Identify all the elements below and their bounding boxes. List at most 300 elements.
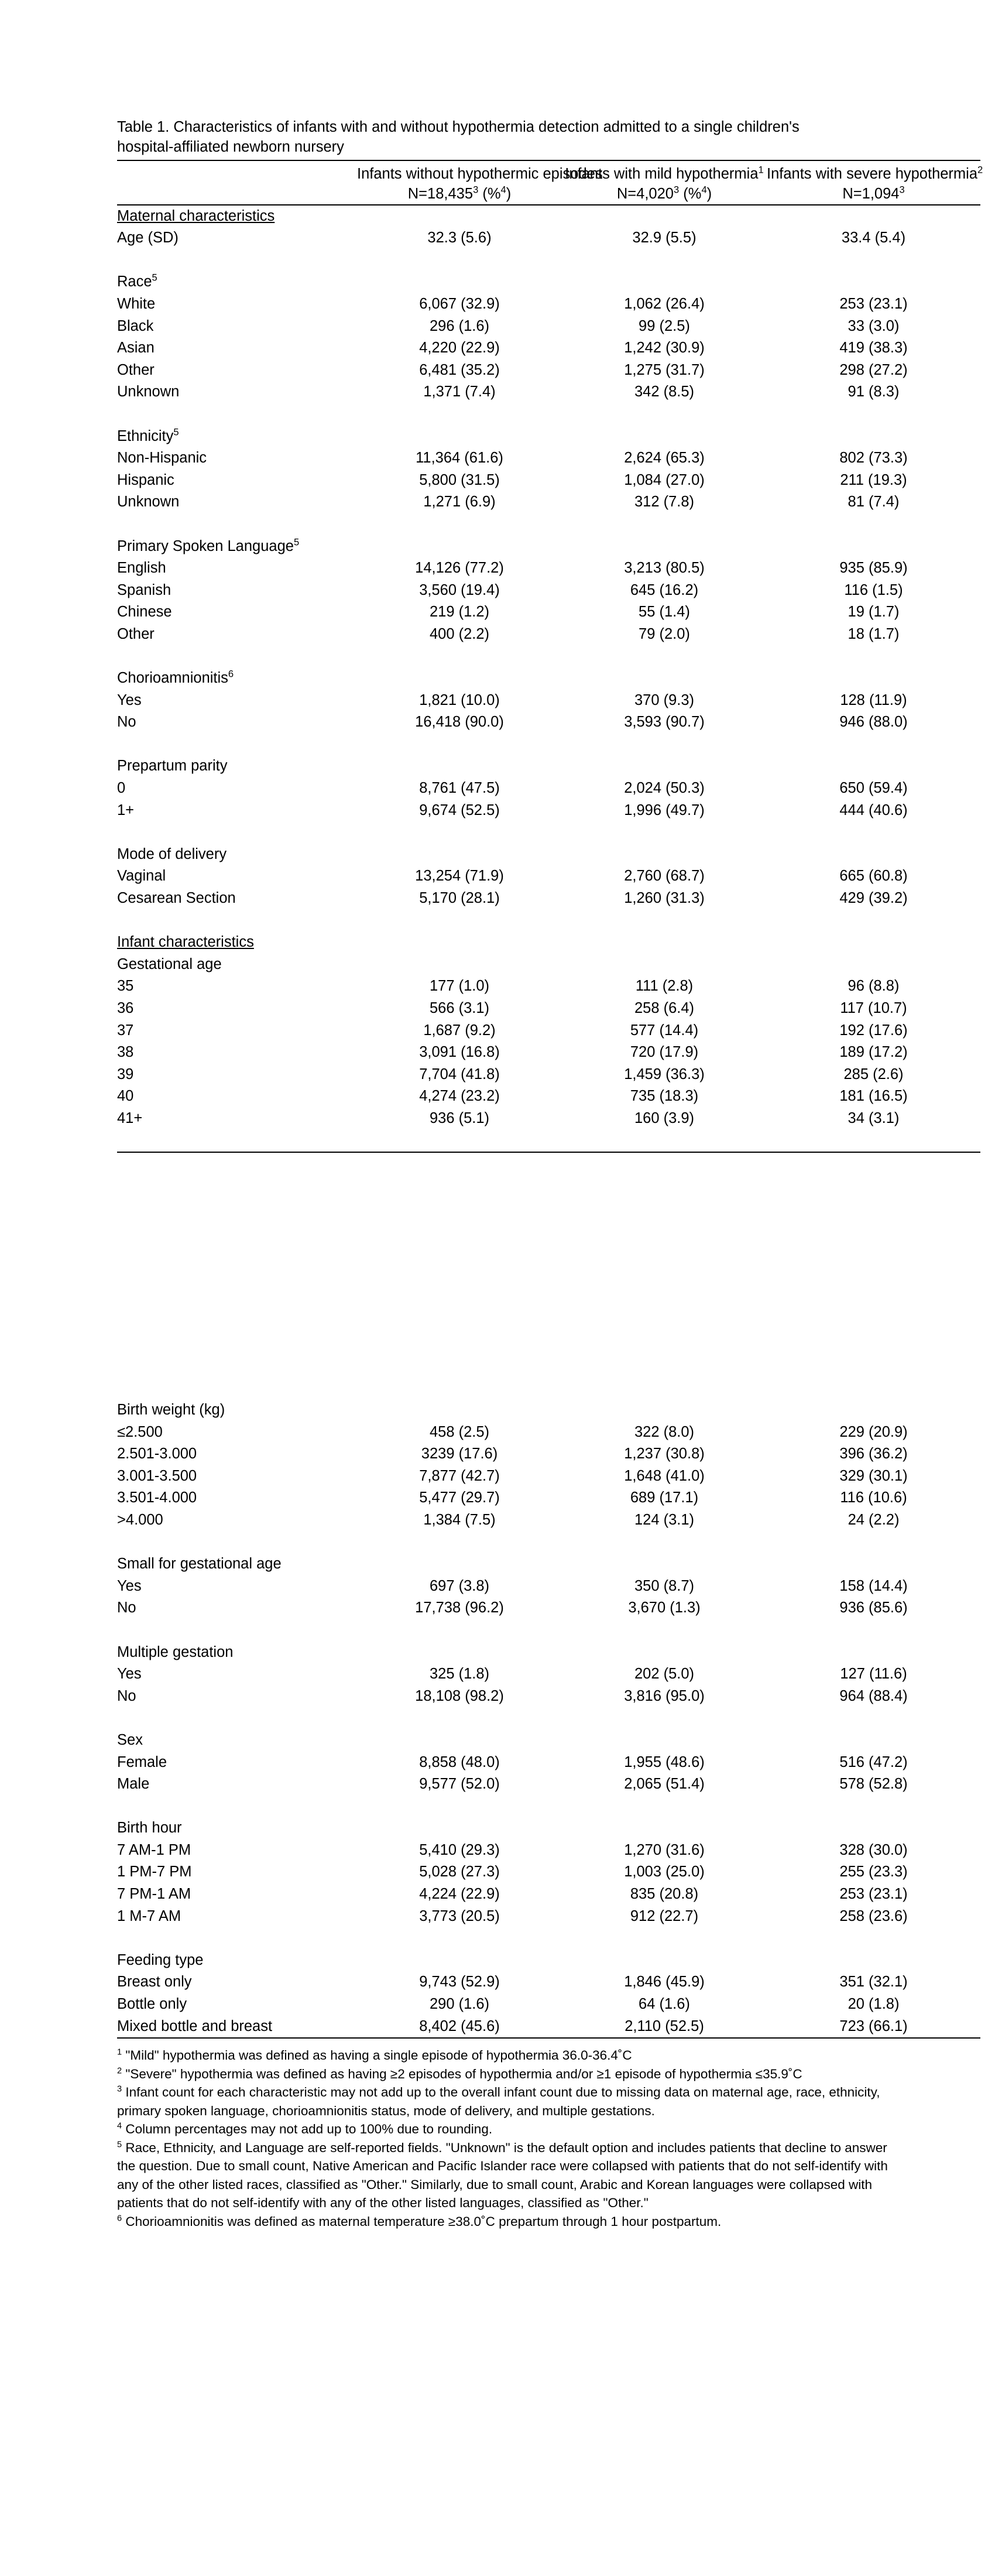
row-value: 2,624 (65.3) <box>624 450 705 467</box>
header-severe <box>767 160 983 183</box>
row-label: 39 <box>117 1066 134 1083</box>
row-value: 290 (1.6) <box>429 1996 490 2013</box>
table-row <box>117 1663 980 1686</box>
group-label <box>117 1817 980 1839</box>
row-value: 566 (3.1) <box>429 999 490 1016</box>
row-value: 177 (1.0) <box>429 978 490 995</box>
row-value: 33 (3.0) <box>848 317 900 334</box>
spacer-cell <box>357 1796 562 1818</box>
row-value: 2,110 (52.5) <box>625 2017 704 2034</box>
row-value: 697 (3.8) <box>429 1577 490 1594</box>
row-value: 3,560 (19.4) <box>419 581 500 598</box>
row-value: 429 (39.2) <box>839 890 908 906</box>
header-blank <box>117 160 357 183</box>
row-value: 2,024 (50.3) <box>624 780 705 797</box>
spacer-cell <box>117 1130 357 1153</box>
row-label: 35 <box>117 978 134 995</box>
row-value: 4,224 (22.9) <box>419 1886 500 1903</box>
row-value: 342 (8.5) <box>634 383 695 400</box>
n-blank <box>117 183 357 205</box>
table-row <box>117 1509 980 1532</box>
row-value: 33.4 (5.4) <box>841 229 906 246</box>
row-label: Asian <box>117 340 155 357</box>
footnote-6-marker: 6 <box>117 2214 122 2223</box>
group-label-row <box>117 1553 980 1575</box>
table-row <box>117 1993 980 2016</box>
table-row <box>117 359 980 382</box>
row-value: 181 (16.5) <box>839 1088 908 1105</box>
group-label-text: Ethnicity <box>117 427 174 444</box>
footnote-6 <box>117 2212 904 2231</box>
row-label: No <box>117 714 136 731</box>
spacer-row <box>117 1927 980 1950</box>
spacer-cell <box>357 1532 562 1554</box>
table-row <box>117 1597 980 1619</box>
row-value: 3,816 (95.0) <box>624 1687 705 1704</box>
spacer-cell <box>357 734 562 756</box>
row-value: 117 (10.7) <box>840 999 907 1016</box>
footnote-4-marker: 4 <box>117 2121 122 2131</box>
group-label <box>117 1399 980 1421</box>
group-label <box>117 271 980 293</box>
table-caption: Table 1. Characteristics of infants with and without hypothermia detection admitted to a single children's hospital-affiliated newborn nursery <box>117 119 800 155</box>
group-label-text: Mode of delivery <box>117 845 227 862</box>
n-without-sup1: 3 <box>473 184 479 196</box>
group-label-row <box>117 271 980 293</box>
row-value: 9,743 (52.9) <box>419 1974 500 1991</box>
spacer-row <box>117 1707 980 1729</box>
spacer-cell <box>562 821 767 844</box>
row-value: 3,773 (20.5) <box>419 1907 500 1924</box>
n-severe-sup: 3 <box>899 184 905 196</box>
row-value: 400 (2.2) <box>429 625 490 642</box>
table-row <box>117 624 980 646</box>
spacer-row <box>117 1796 980 1818</box>
row-value: 936 (85.6) <box>839 1599 908 1616</box>
row-value: 64 (1.6) <box>639 1996 690 2013</box>
spacer-row <box>117 1130 980 1153</box>
row-value: 689 (17.1) <box>630 1489 699 1506</box>
row-value: 650 (59.4) <box>839 780 908 797</box>
group-label-text: Feeding type <box>117 1951 204 1968</box>
row-value: 322 (8.0) <box>634 1423 695 1440</box>
spacer-cell <box>767 249 980 272</box>
n-mild-end: ) <box>706 185 712 202</box>
row-label: 1 PM-7 PM <box>117 1864 192 1880</box>
table-row <box>117 1085 980 1108</box>
row-value: 9,674 (52.5) <box>419 801 500 818</box>
row-value: 81 (7.4) <box>848 494 900 511</box>
group-label <box>117 1553 980 1575</box>
row-value: 258 (6.4) <box>634 999 695 1016</box>
row-label: 1+ <box>117 801 135 818</box>
row-value: 160 (3.9) <box>634 1109 695 1126</box>
spacer-cell <box>767 821 980 844</box>
footnote-4 <box>117 2120 904 2139</box>
table-row <box>117 800 980 822</box>
table-row <box>117 1108 980 1130</box>
row-value: 4,274 (23.2) <box>419 1088 500 1105</box>
row-value: 9,577 (52.0) <box>419 1776 500 1793</box>
spacer-cell <box>117 1707 357 1729</box>
n-mild <box>562 183 767 205</box>
row-value: 1,821 (10.0) <box>419 691 500 708</box>
group-label-text: Birth hour <box>117 1820 182 1837</box>
footnote-1 <box>117 2046 904 2065</box>
row-value: 296 (1.6) <box>429 317 490 334</box>
row-label: Vaginal <box>117 868 166 885</box>
table-row <box>117 690 980 712</box>
row-label: 0 <box>117 780 126 797</box>
row-value: 444 (40.6) <box>839 801 908 818</box>
group-label-row <box>117 1950 980 1972</box>
group-label <box>117 954 980 976</box>
row-value: 5,170 (28.1) <box>419 890 500 906</box>
row-value: 2,065 (51.4) <box>624 1776 705 1793</box>
row-label: 3.001-3.500 <box>117 1467 197 1484</box>
footnotes <box>117 2046 904 2231</box>
footnote-6-text: Chorioamnionitis was defined as maternal temperature ≥38.0˚C prepartum through 1 hour postpartum. <box>125 2214 722 2229</box>
spacer-row <box>117 249 980 272</box>
table-row <box>117 777 980 800</box>
spacer-cell <box>117 403 357 426</box>
table-row <box>117 381 980 403</box>
column-headers <box>117 160 980 183</box>
row-value: 5,800 (31.5) <box>419 471 500 488</box>
row-value: 396 (36.2) <box>839 1445 908 1462</box>
spacer-cell <box>117 1796 357 1818</box>
row-value: 7,877 (42.7) <box>419 1467 500 1484</box>
row-value: 18,108 (98.2) <box>415 1687 504 1704</box>
row-value: 6,481 (35.2) <box>419 361 500 378</box>
section-heading-row <box>117 205 980 228</box>
row-label: Breast only <box>117 1974 192 1991</box>
row-value: 5,028 (27.3) <box>419 1864 500 1880</box>
group-label <box>117 844 980 866</box>
row-value: 8,402 (45.6) <box>419 2017 500 2034</box>
spacer-cell <box>767 403 980 426</box>
n-without-mid: (% <box>478 185 501 202</box>
row-value: 1,687 (9.2) <box>423 1022 496 1039</box>
footnote-3 <box>117 2083 904 2120</box>
spacer-cell <box>357 513 562 536</box>
spacer-cell <box>117 734 357 756</box>
footnote-5 <box>117 2139 904 2212</box>
footnote-1-marker: 1 <box>117 2047 122 2057</box>
row-value: 370 (9.3) <box>634 691 695 708</box>
row-value: 111 (2.8) <box>635 978 694 995</box>
row-value: 8,761 (47.5) <box>419 780 500 797</box>
row-value: 19 (1.7) <box>848 604 900 621</box>
spacer-cell <box>562 1532 767 1554</box>
section-heading: Infant characteristics <box>117 934 254 951</box>
header-mild <box>562 160 767 183</box>
n-without <box>357 183 562 205</box>
row-value: 1,084 (27.0) <box>624 471 705 488</box>
row-value: 116 (10.6) <box>840 1489 907 1506</box>
table-row <box>117 1020 980 1042</box>
row-label: No <box>117 1687 136 1704</box>
row-value: 124 (3.1) <box>634 1511 695 1528</box>
table-row <box>117 1421 980 1444</box>
row-value: 202 (5.0) <box>634 1666 695 1683</box>
row-value: 516 (47.2) <box>839 1753 908 1770</box>
row-value: 17,738 (96.2) <box>415 1599 504 1616</box>
row-value: 3,670 (1.3) <box>628 1599 701 1616</box>
group-label-text: Small for gestational age <box>117 1556 282 1573</box>
row-value: 219 (1.2) <box>429 604 490 621</box>
footnote-2-text: "Severe" hypothermia was defined as having ≥2 episodes of hypothermia and/or ≥1 episode of hypothermia ≤35.9˚C <box>125 2066 802 2081</box>
group-label-row <box>117 667 980 690</box>
group-label-row <box>117 755 980 777</box>
row-label: Yes <box>117 1666 142 1683</box>
row-value: 1,384 (7.5) <box>423 1511 496 1528</box>
row-label: 1 M-7 AM <box>117 1907 181 1924</box>
row-label: 7 PM-1 AM <box>117 1886 191 1903</box>
row-value: 1,270 (31.6) <box>624 1841 705 1858</box>
table-row <box>117 1042 980 1064</box>
row-value: 24 (2.2) <box>848 1511 900 1528</box>
header-mild-label: Infants with mild hypothermia <box>565 165 759 182</box>
row-value: 312 (7.8) <box>634 494 695 511</box>
spacer-row <box>117 403 980 426</box>
row-label: 2.501-3.000 <box>117 1445 197 1462</box>
spacer-cell <box>562 403 767 426</box>
row-value: 577 (14.4) <box>630 1022 699 1039</box>
spacer-cell <box>117 513 357 536</box>
row-value: 116 (1.5) <box>844 581 903 598</box>
row-value: 328 (30.0) <box>839 1841 908 1858</box>
spacer-cell <box>117 1532 357 1554</box>
row-label: White <box>117 295 156 312</box>
column-n-row <box>117 183 980 205</box>
spacer-cell <box>117 821 357 844</box>
spacer-cell <box>117 1619 357 1642</box>
row-label: Bottle only <box>117 1996 187 2013</box>
row-value: 4,220 (22.9) <box>419 340 500 357</box>
row-value: 255 (23.3) <box>839 1864 908 1880</box>
row-label: Cesarean Section <box>117 890 236 906</box>
spacer-cell <box>562 513 767 536</box>
row-value: 3239 (17.6) <box>421 1445 498 1462</box>
row-value: 3,091 (16.8) <box>419 1044 500 1061</box>
row-value: 1,955 (48.6) <box>624 1753 705 1770</box>
row-label: 36 <box>117 999 134 1016</box>
spacer-cell <box>767 1532 980 1554</box>
spacer-cell <box>357 249 562 272</box>
table-row <box>117 1906 980 1928</box>
group-label-row <box>117 426 980 448</box>
table-row <box>117 1686 980 1708</box>
header-mild-sup: 1 <box>758 164 764 176</box>
row-label: Male <box>117 1776 150 1793</box>
group-label-text: Chorioamnionitis <box>117 670 228 687</box>
row-value: 329 (30.1) <box>839 1467 908 1484</box>
row-value: 5,477 (29.7) <box>419 1489 500 1506</box>
row-value: 229 (20.9) <box>839 1423 908 1440</box>
table-row <box>117 1575 980 1598</box>
row-label: Yes <box>117 691 142 708</box>
footnote-4-text: Column percentages may not add up to 100% due to rounding. <box>125 2122 493 2136</box>
spacer-cell <box>357 1130 562 1153</box>
spacer-cell <box>357 645 562 667</box>
table-row <box>117 1752 980 1774</box>
table-row <box>117 470 980 492</box>
footnote-2-marker: 2 <box>117 2066 122 2075</box>
row-value: 211 (19.3) <box>840 471 907 488</box>
row-value: 2,760 (68.7) <box>624 868 705 885</box>
spacer-cell <box>117 1927 357 1950</box>
table-body-part-2 <box>117 1399 980 2038</box>
n-severe-text: N=1,094 <box>842 185 900 202</box>
row-value: 14,126 (77.2) <box>415 560 504 577</box>
row-label: Unknown <box>117 494 180 511</box>
spacer-row <box>117 645 980 667</box>
group-label <box>117 536 980 558</box>
group-label <box>117 755 980 777</box>
row-value: 350 (8.7) <box>634 1577 695 1594</box>
row-value: 946 (88.0) <box>839 714 908 731</box>
row-label: Mixed bottle and breast <box>117 2017 273 2034</box>
row-value: 11,364 (61.6) <box>416 450 503 467</box>
group-label <box>117 1950 980 1972</box>
table-row <box>117 1443 980 1465</box>
footnote-3-text: Infant count for each characteristic may not add up to the overall infant count due to missing data on maternal age, race, ethnicity, primary spoken language, chorioamnionitis status, mode of delivery, and multiple gestations. <box>117 2085 880 2118</box>
header-without-label: Infants without hypothermic episodes <box>357 165 603 182</box>
n-severe <box>767 183 980 205</box>
table-row <box>117 1861 980 1883</box>
spacer-cell <box>767 645 980 667</box>
row-label: No <box>117 1599 136 1616</box>
group-label <box>117 426 980 448</box>
row-value: 835 (20.8) <box>630 1886 699 1903</box>
table-row <box>117 888 980 910</box>
spacer-row <box>117 1532 980 1554</box>
group-label-row <box>117 844 980 866</box>
spacer-cell <box>117 910 357 932</box>
group-label-row <box>117 1399 980 1421</box>
row-value: 192 (17.6) <box>839 1022 908 1039</box>
spacer-cell <box>117 645 357 667</box>
group-label <box>117 667 980 690</box>
row-label: 37 <box>117 1022 134 1039</box>
row-value: 578 (52.8) <box>839 1776 908 1793</box>
group-label-row <box>117 1817 980 1839</box>
row-value: 16,418 (90.0) <box>415 714 504 731</box>
row-value: 13,254 (71.9) <box>415 868 504 885</box>
row-value: 20 (1.8) <box>848 1996 900 2013</box>
characteristics-table-part-1 <box>117 160 983 1153</box>
spacer-cell <box>562 1796 767 1818</box>
row-value: 55 (1.4) <box>639 604 690 621</box>
header-severe-label: Infants with severe hypothermia <box>767 165 978 182</box>
header-severe-sup: 2 <box>977 164 983 176</box>
row-value: 912 (22.7) <box>630 1907 699 1924</box>
row-label: Yes <box>117 1577 142 1594</box>
table-body-part-1 <box>117 205 980 1153</box>
group-label-footnote-marker: 5 <box>293 536 300 547</box>
spacer-cell <box>357 403 562 426</box>
row-value: 3,213 (80.5) <box>624 560 705 577</box>
row-value: 1,846 (45.9) <box>624 1974 705 1991</box>
spacer-cell <box>562 1619 767 1642</box>
row-value: 665 (60.8) <box>839 868 908 885</box>
spacer-row <box>117 1619 980 1642</box>
row-value: 7,704 (41.8) <box>419 1066 500 1083</box>
row-value: 1,062 (26.4) <box>624 295 705 312</box>
row-value: 298 (27.2) <box>839 361 908 378</box>
row-value: 32.3 (5.6) <box>427 229 492 246</box>
row-value: 285 (2.6) <box>843 1066 904 1083</box>
spacer-cell <box>562 1707 767 1729</box>
row-value: 1,459 (36.3) <box>624 1066 705 1083</box>
spacer-cell <box>562 1927 767 1950</box>
n-without-text: N=18,435 <box>407 185 474 202</box>
table-row <box>117 2016 980 2039</box>
n-mild-text: N=4,020 <box>616 185 674 202</box>
footnote-2 <box>117 2065 904 2084</box>
row-label: Unknown <box>117 383 180 400</box>
spacer-row <box>117 513 980 536</box>
spacer-cell <box>767 1707 980 1729</box>
table-row <box>117 998 980 1020</box>
group-label-row <box>117 1642 980 1664</box>
n-without-end: ) <box>506 185 512 202</box>
spacer-cell <box>767 513 980 536</box>
spacer-cell <box>357 1927 562 1950</box>
row-value: 1,275 (31.7) <box>624 361 705 378</box>
spacer-cell <box>562 910 767 932</box>
spacer-cell <box>767 1796 980 1818</box>
spacer-row <box>117 910 980 932</box>
spacer-cell <box>562 1130 767 1153</box>
row-value: 258 (23.6) <box>839 1907 908 1924</box>
row-value: 1,237 (30.8) <box>624 1445 705 1462</box>
row-value: 351 (32.1) <box>839 1974 908 1991</box>
spacer-cell <box>767 1130 980 1153</box>
row-value: 1,996 (49.7) <box>624 801 705 818</box>
spacer-cell <box>117 249 357 272</box>
footnote-5-marker: 5 <box>117 2140 122 2149</box>
characteristics-table-part-2 <box>117 1399 980 2039</box>
row-value: 253 (23.1) <box>839 295 908 312</box>
table-row <box>117 601 980 624</box>
row-label: Female <box>117 1753 167 1770</box>
row-value: 1,371 (7.4) <box>423 383 496 400</box>
group-label-row <box>117 536 980 558</box>
spacer-cell <box>357 910 562 932</box>
table-row <box>117 316 980 338</box>
n-mild-sup2: 4 <box>701 184 707 196</box>
row-label: 40 <box>117 1088 134 1105</box>
row-value: 419 (38.3) <box>839 340 908 357</box>
group-label-row <box>117 1729 980 1752</box>
group-label-footnote-marker: 5 <box>173 426 179 438</box>
row-label: Black <box>117 317 154 334</box>
row-label: 41+ <box>117 1109 143 1126</box>
group-label-text: Birth weight (kg) <box>117 1402 225 1418</box>
row-value: 96 (8.8) <box>848 978 900 995</box>
row-label: Hispanic <box>117 471 174 488</box>
table-row <box>117 1487 980 1509</box>
row-label: 3.501-4.000 <box>117 1489 197 1506</box>
spacer-cell <box>357 1619 562 1642</box>
table-row <box>117 227 980 249</box>
row-value: 5,410 (29.3) <box>419 1841 500 1858</box>
footnote-5-text: Race, Ethnicity, and Language are self-reported fields. "Unknown" is the default option and includes patients that decline to answer the question. Due to small count, Native American and Pacific Islander race were collapsed with patients that do not self-identify with any of the other listed races, classified as "Other." Similarly, due to small count, Arabic and Korean languages were collapsed with patients that do not self-identify with any of the other listed languages, classified as "Other." <box>117 2140 888 2210</box>
spacer-cell <box>767 1927 980 1950</box>
row-value: 253 (23.1) <box>839 1886 908 1903</box>
